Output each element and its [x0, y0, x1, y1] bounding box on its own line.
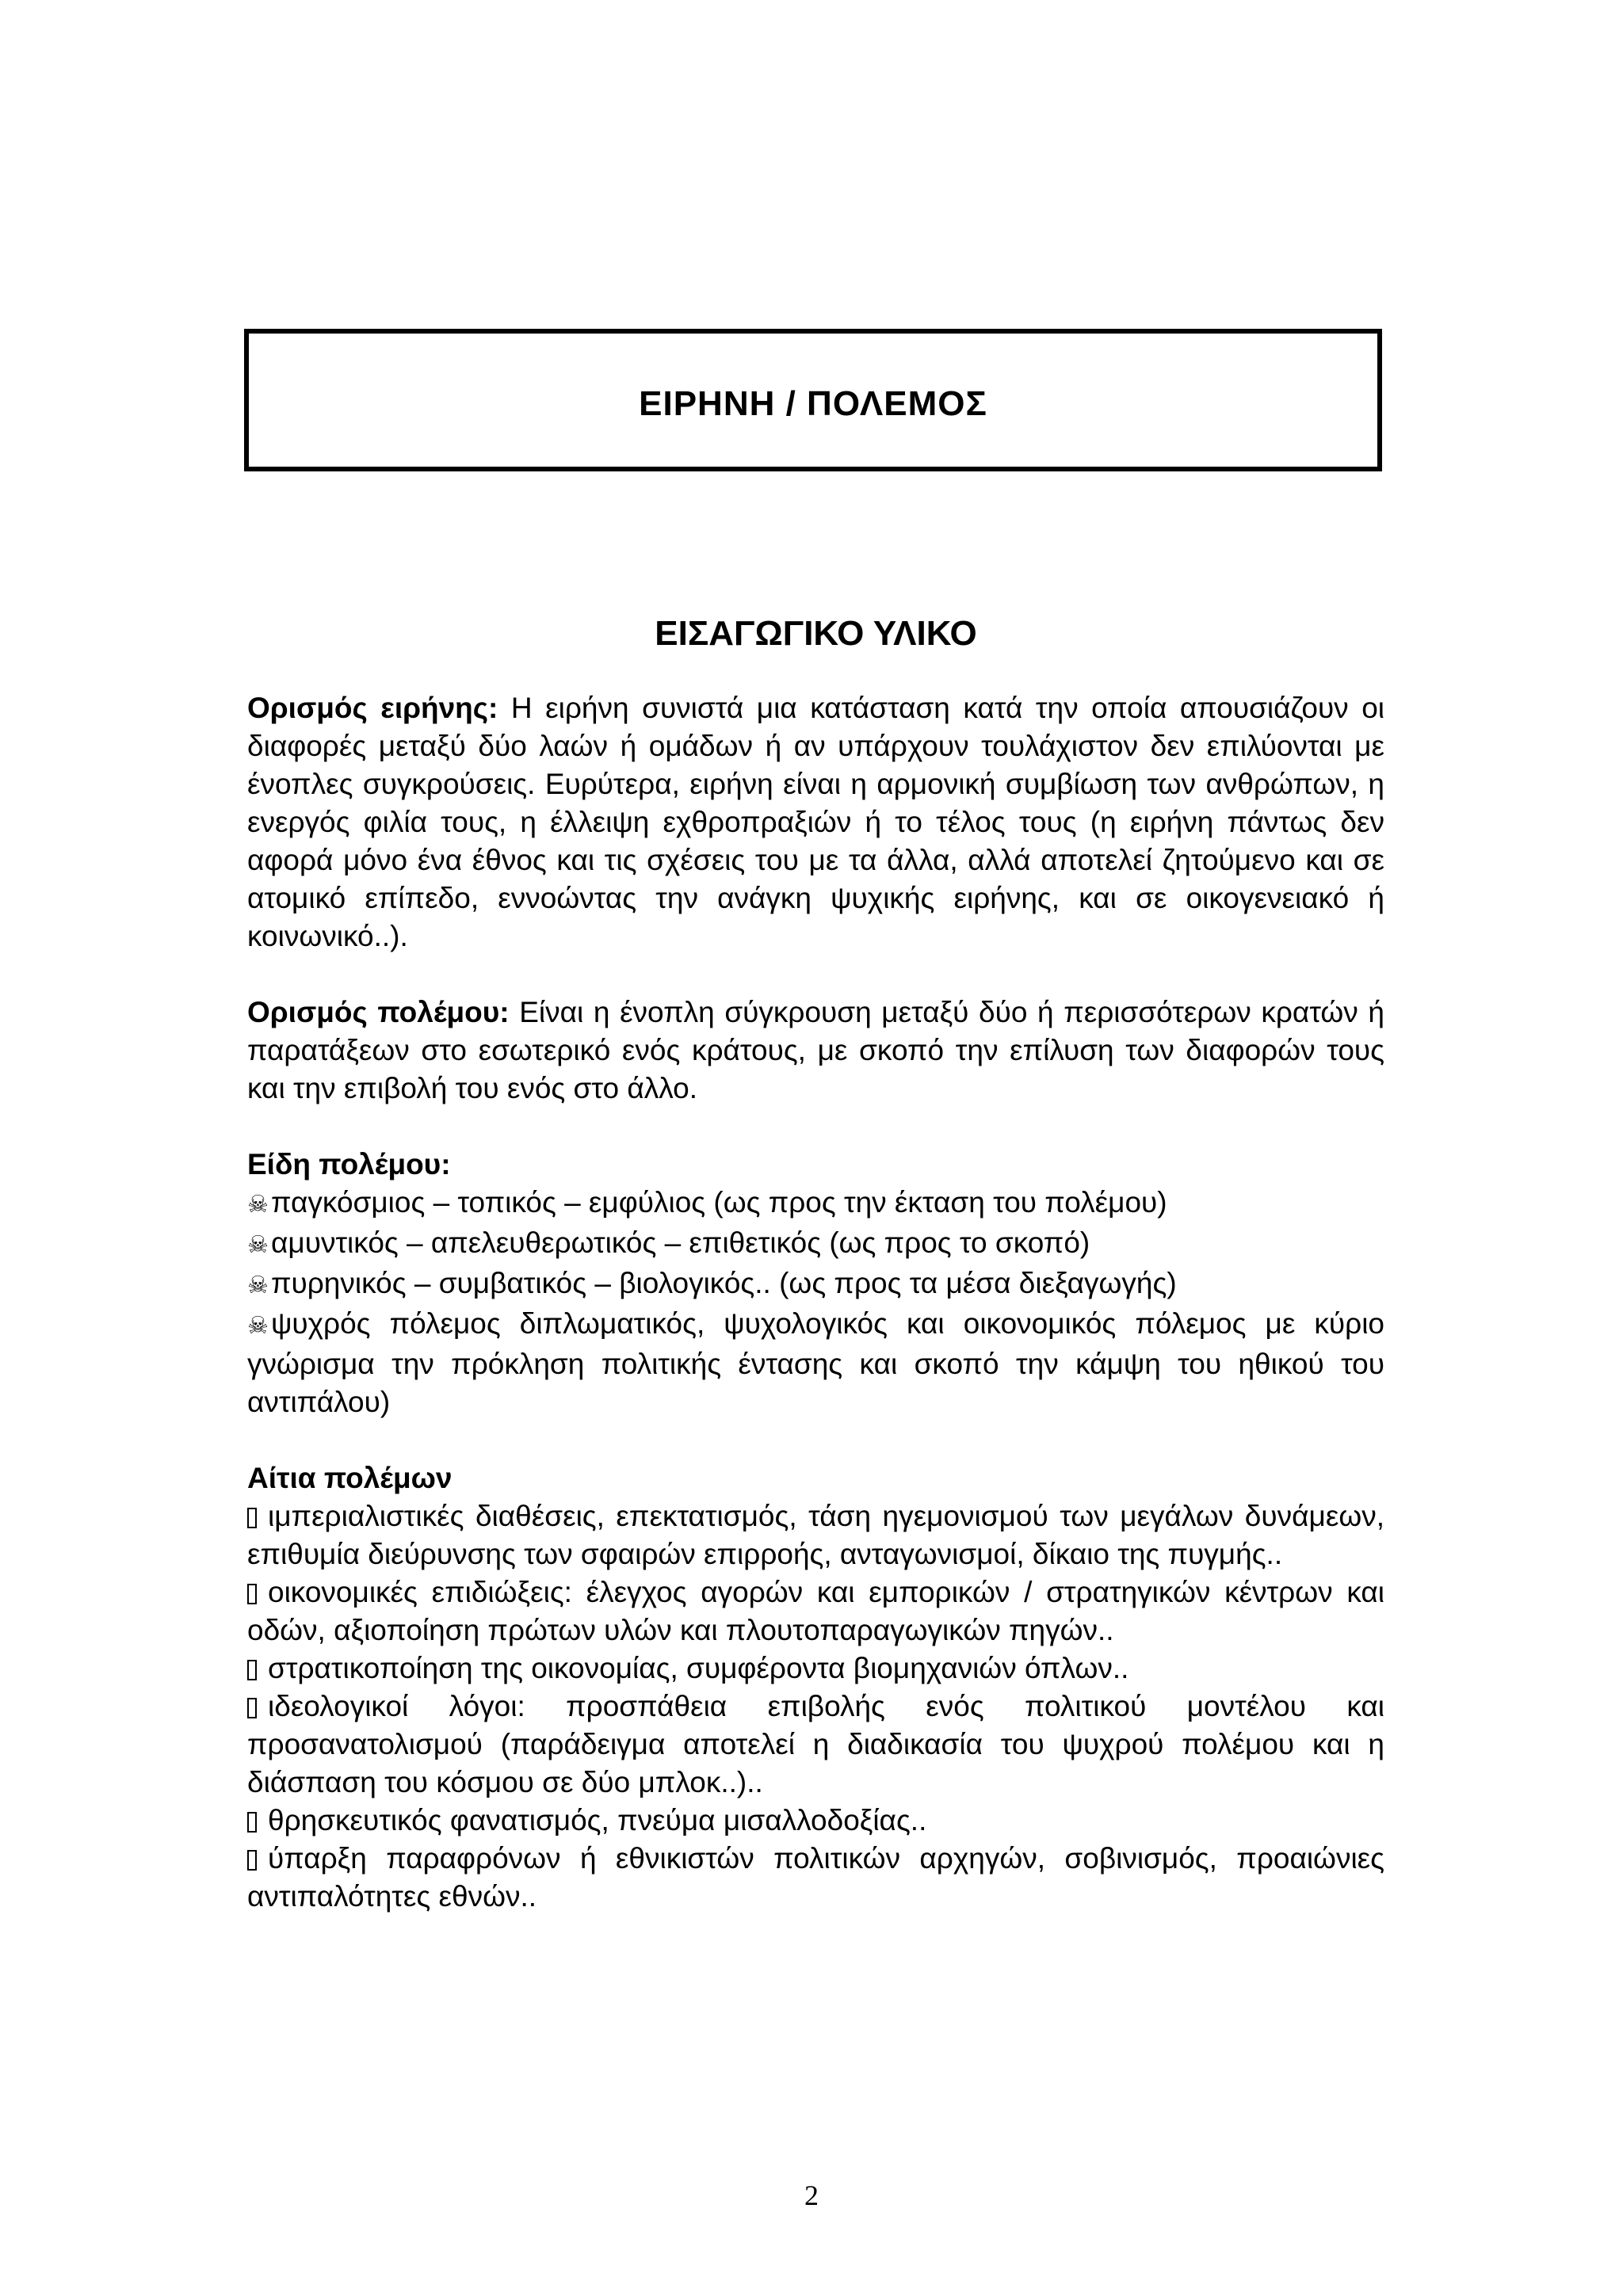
- section-heading: ΕΙΣΑΓΩΓΙΚΟ ΥΛΙΚΟ: [655, 614, 977, 653]
- list-item: ☠ψυχρός πόλεμος διπλωματικός, ψυχολογικός και οικονομικός πόλεμος με κύριο γνώρισμα την πρόκληση πολιτικής έντασης και σκοπό την κάμψη του ηθικού του αντιπάλου): [247, 1307, 1384, 1418]
- skull-crossbones-icon: ☠: [247, 1191, 269, 1219]
- list-item: ιδεολογικοί λόγοι: προσπάθεια επιβολής ενός πολιτικού μοντέλου και προσανατολισμού (παράδειγμα αποτελεί η διαδικασία του ψυχρού πολέμου και η διάσπαση του κόσμου σε δύο μπλοκ..)..: [247, 1690, 1384, 1798]
- list-item: ☠πυρηνικός – συμβατικός – βιολογικός.. (ως προς τα μέσα διεξαγωγής): [247, 1264, 1384, 1305]
- missing-glyph-icon: [247, 1698, 257, 1718]
- list-item: στρατικοποίηση της οικονομίας, συμφέροντα βιομηχανιών όπλων..: [247, 1650, 1384, 1688]
- types-of-war-title: Είδη πολέμου:: [247, 1148, 451, 1180]
- skull-crossbones-icon: ☠: [247, 1272, 269, 1299]
- missing-glyph-icon: [247, 1660, 257, 1680]
- title-box: [244, 329, 1382, 471]
- peace-definition-label: Ορισμός ειρήνης:: [247, 692, 498, 724]
- document-body: [247, 610, 1384, 1954]
- missing-glyph-icon: [247, 1584, 257, 1604]
- peace-definition-text: Η ειρήνη συνιστά μια κατάσταση κατά την οποία απουσιάζουν οι διαφορές μεταξύ δύο λαών ή ομάδων ή αν υπάρχουν τουλάχιστον δεν επιλύονται με ένοπλες συγκρούσεις. Ευρύτερα, ειρήνη είναι η αρμονική συμβίωση των ανθρώπων, η ενεργός φιλία τους, η έλλειψη εχθροπραξιών ή το τέλος τους (η ειρήνη πάντως δεν αφορά μόνο ένα έθνος και τις σχέσεις του με τα άλλα, αλλά αποτελεί ζητούμενο και σε ατομικό επίπεδο, εννοώντας την ανάγκη ψυχικής ειρήνης, και σε οικογενειακό ή κοινωνικό..).: [247, 692, 1385, 952]
- document-title: ΕΙΡΗΝΗ / ΠΟΛΕΜΟΣ: [639, 384, 987, 423]
- skull-crossbones-icon: ☠: [247, 1312, 269, 1340]
- list-item: ☠παγκόσμιος – τοπικός – εμφύλιος (ως προς την έκταση του πολέμου): [247, 1184, 1384, 1224]
- war-definition-text: Είναι η ένοπλη σύγκρουση μεταξύ δύο ή περισσότερων κρατών ή παρατάξεων στο εσωτερικό ενός κράτους, με σκοπό την επίλυση των διαφορών τους και την επιβολή του ενός στο άλλο.: [247, 996, 1384, 1104]
- missing-glyph-icon: [247, 1812, 257, 1833]
- list-item: θρησκευτικός φανατισμός, πνεύμα μισαλλοδοξίας..: [247, 1802, 1384, 1840]
- causes-of-war-title: Αίτια πολέμων: [247, 1462, 453, 1494]
- causes-of-war-section: [247, 1459, 1384, 1916]
- missing-glyph-icon: [247, 1508, 257, 1528]
- peace-definition: [247, 689, 1384, 955]
- war-definition-label: Ορισμός πολέμου:: [247, 996, 510, 1028]
- list-item: ☠αμυντικός – απελευθερωτικός – επιθετικός (ως προς το σκοπό): [247, 1224, 1384, 1264]
- list-item: ιμπεριαλιστικές διαθέσεις, επεκτατισμός, τάση ηγεμονισμού των μεγάλων δυνάμεων, επιθυμία διεύρυνσης των σφαιρών επιρροής, ανταγωνισμοί, δίκαιο της πυγμής..: [247, 1500, 1384, 1570]
- skull-crossbones-icon: ☠: [247, 1231, 269, 1259]
- list-item: ύπαρξη παραφρόνων ή εθνικιστών πολιτικών αρχηγών, σοβινισμός, προαιώνιες αντιπαλότητες εθνών..: [247, 1842, 1384, 1913]
- missing-glyph-icon: [247, 1850, 257, 1871]
- types-of-war-section: [247, 1146, 1384, 1421]
- war-definition: [247, 994, 1384, 1108]
- list-item: οικονομικές επιδιώξεις: έλεγχος αγορών και εμπορικών / στρατηγικών κέντρων και οδών, αξιοποίηση πρώτων υλών και πλουτοπαραγωγικών πηγών..: [247, 1576, 1384, 1646]
- page-number: 2: [804, 2180, 819, 2211]
